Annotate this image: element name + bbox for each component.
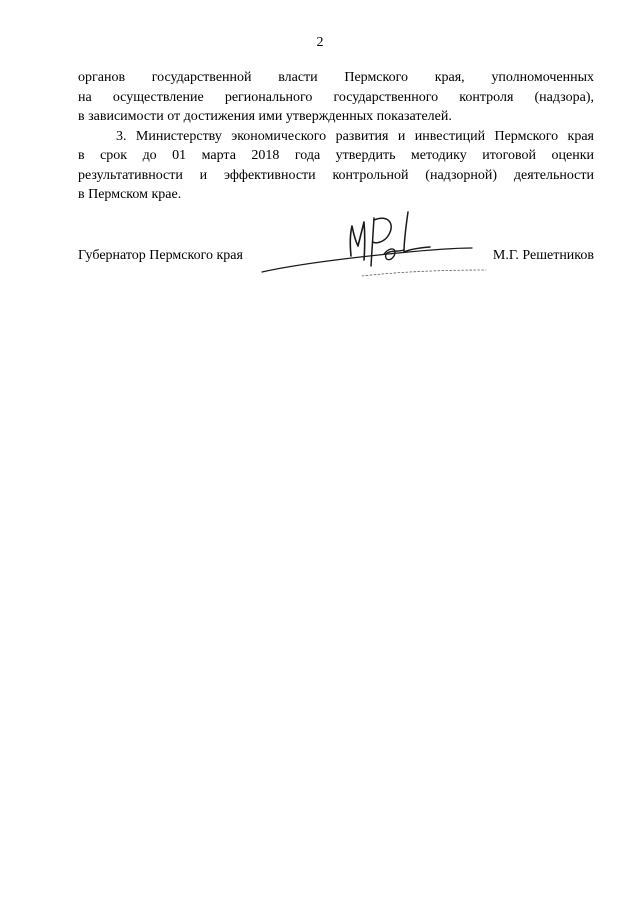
handwritten-signature: [258, 206, 488, 284]
text-line: в зависимости от достижения ими утвержденных показателей.: [78, 109, 452, 124]
text-line: результативности и эффективности контрольной (надзорной) деятельности: [78, 167, 594, 183]
signatory-name: М.Г. Решетников: [492, 248, 594, 263]
text-line: органов государственной власти Пермского края, уполномоченных: [78, 70, 594, 85]
page-number: 2: [316, 35, 324, 50]
text-line: в срок до 01 марта 2018 года утвердить методику итоговой оценки: [78, 148, 594, 163]
text-line: на осуществление регионального государственного контроля (надзора),: [78, 89, 594, 105]
document-body: [78, 68, 594, 205]
text-line: в Пермском крае.: [78, 187, 182, 202]
signature-strokes: [262, 212, 486, 276]
paragraph-continued: [78, 68, 594, 127]
text-line: 3. Министерству экономического развития и инвестиций Пермского края: [116, 128, 594, 144]
signatory-position: Губернатор Пермского края: [78, 248, 243, 263]
signature-block: [78, 246, 594, 266]
paragraph-3: [78, 127, 594, 205]
